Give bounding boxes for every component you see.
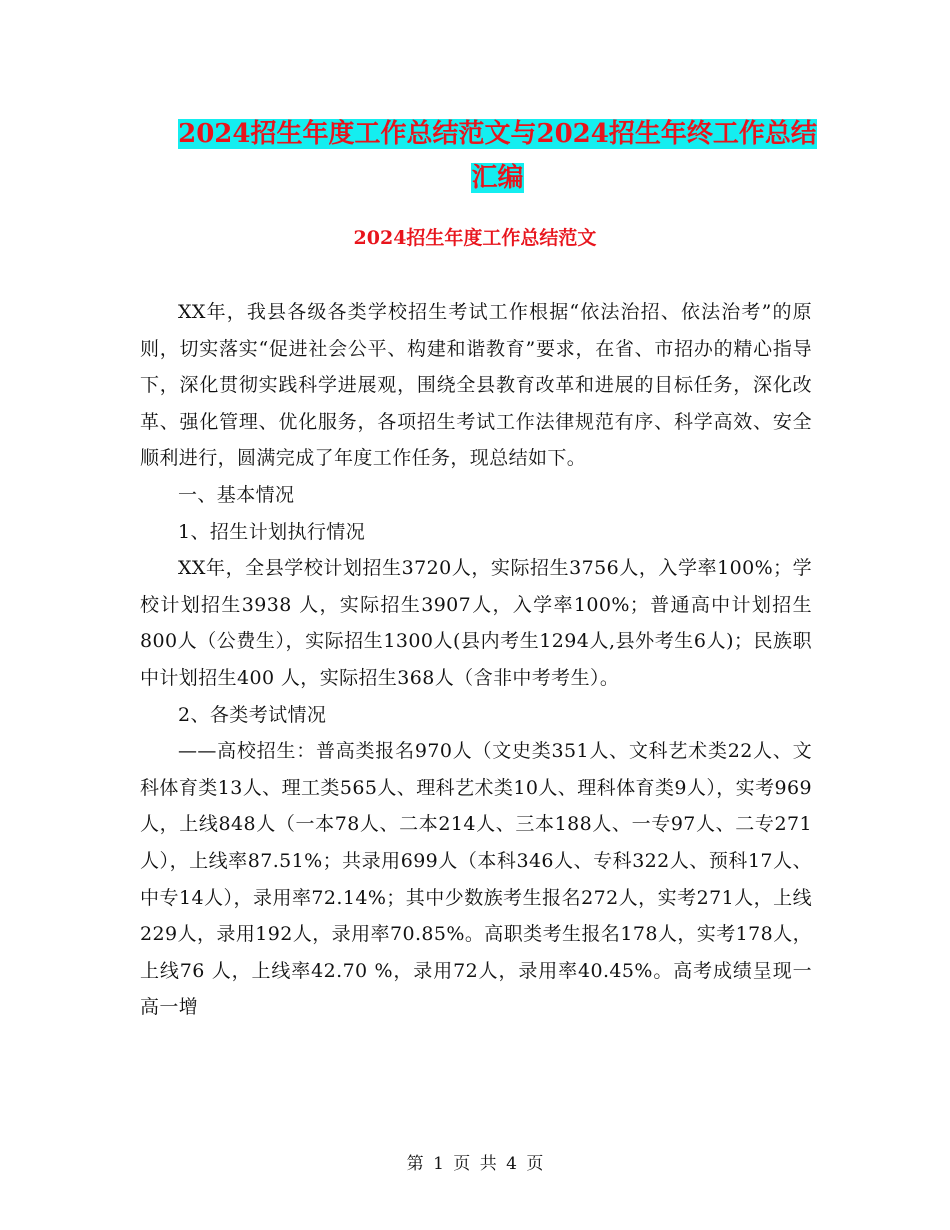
paragraph-enrollment-plan: XX年，全县学校计划招生3720人，实际招生3756人，入学率100%；学校计划招生3938 人，实际招生3907人，入学率100%；普通高中计划招生800人（公费生），实际招生1300人(县内考生1294人,县外考生6人)；民族职中计划招生400 人，实际招生368人（含非中考考生）。 — [140, 557, 812, 689]
subheading-exams: 2、各类考试情况 — [178, 703, 327, 726]
title-line-2: 汇编 — [471, 163, 524, 193]
heading-basic-situation: 一、基本情况 — [178, 483, 295, 506]
subheading-enrollment-plan: 1、招生计划执行情况 — [178, 520, 366, 543]
paragraph-intro: XX年，我县各级各类学校招生考试工作根据“依法治招、依法治考”的原则，切实落实“促进社会公平、构建和谐教育”要求，在省、市招办的精心指导下，深化贯彻实践科学进展观，围绕全县教育改革和进展的目标任务，深化改革、强化管理、优化服务，各项招生考试工作法律规范有序、科学高效、安全顺利进行，圆满完成了年度工作任务，现总结如下。 — [140, 301, 812, 470]
page-number: 第 1 页 共 4 页 — [406, 1154, 544, 1174]
title-line-1: 2024招生年度工作总结范文与2024招生年终工作总结 — [178, 119, 817, 149]
paragraph-college-admission: ——高校招生：普高类报名970人（文史类351人、文科艺术类22人、文科体育类13人、理工类565人、理科艺术类10人、理科体育类9人），实考969人，上线848人（一本78人、二本214人、三本188人、一专97人、二专271人），上线率87.51%；共录用699人（本科346人、专科322人、预科17人、中专14人），录用率72.14%；其中少数族考生报名272人，实考271人，上线229人，录用192人，录用率70.85%。高职类考生报名178人，实考178人，上线76 人，上线率42.70 %，录用72人，录用率40.45%。高考成绩呈现一高一增 — [140, 740, 812, 1019]
section-title: 2024招生年度工作总结范文 — [353, 227, 597, 249]
document-body — [140, 294, 812, 1026]
document-title — [140, 112, 855, 200]
